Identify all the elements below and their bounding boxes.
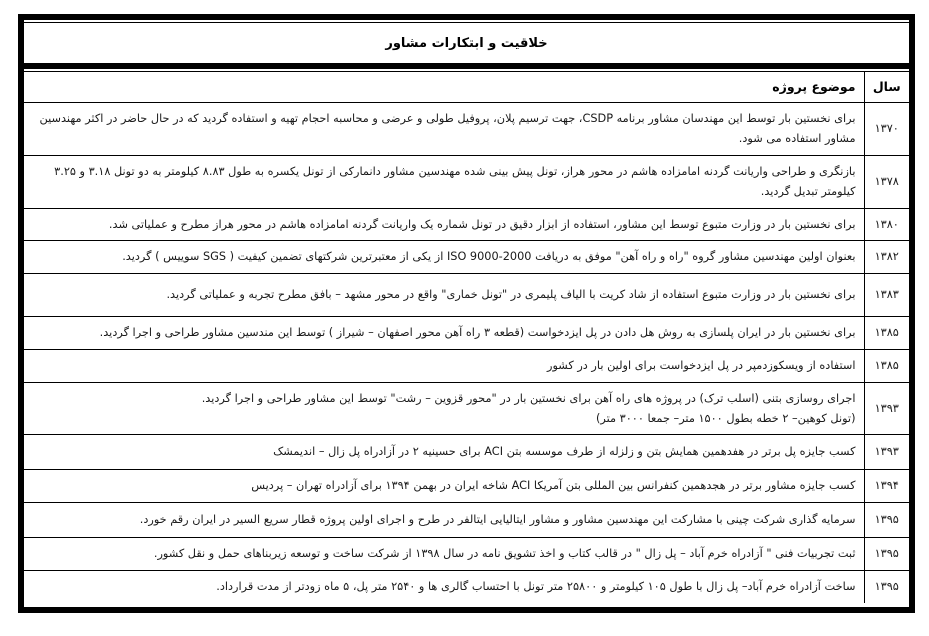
row-year: ۱۳۸۵ <box>864 317 909 350</box>
table-row <box>24 241 909 274</box>
table-row <box>24 209 909 241</box>
row-subject: ثبت تجربیات فنی " آزادراه خرم آباد – پل زال " در قالب کتاب و اخذ تشویق نامه در سال ۱۳۹۸ از شرکت ساخت و توسعه زیربناهای حمل و نقل کشور. <box>24 538 864 571</box>
document-table-frame <box>18 14 915 613</box>
column-header-year: سال <box>864 72 909 103</box>
table-row <box>24 503 909 538</box>
row-subject: بعنوان اولین مهندسین مشاور گروه "راه و راه آهن" موفق به دریافت ISO 9000-2000 از یکی از معتبرترین شرکتهای تضمین کیفیت ( SGS سوییس ) گردید. <box>24 241 864 274</box>
row-subject <box>24 383 864 435</box>
row-year: ۱۳۹۵ <box>864 503 909 538</box>
row-subject: استفاده از ویسکوزدمپر در پل ایزدخواست برای اولین بار در کشور <box>24 350 864 383</box>
table-row <box>24 103 909 156</box>
row-subject: برای نخستین بار در وزارت متبوع استفاده از شاد کریت با الیاف پلیمری در "تونل خماری" واقع در محور مشهد – بافق مطرح تجربه و عملیاتی گردید. <box>24 274 864 317</box>
table-row <box>24 350 909 383</box>
row-year: ۱۳۷۸ <box>864 156 909 209</box>
row-subject: برای نخستین بار در وزارت متبوع توسط این مشاور، استفاده از ابزار دقیق در تونل شماره یک واریانت گردنه امامزاده هاشم در محور هراز مطرح و عملیاتی شد. <box>24 209 864 241</box>
row-subject: ساخت آزادراه خرم آباد– پل زال با طول ۱۰۵ کیلومتر و ۲۵۸۰۰ متر تونل با احتساب گالری ها و ۲۵۴۰ متر پل، ۵ ماه زودتر از مدت قرارداد. <box>24 571 864 604</box>
row-year: ۱۳۹۳ <box>864 383 909 435</box>
table-row <box>24 317 909 350</box>
table-row <box>24 571 909 604</box>
row-subject: کسب جایزه پل برتر در هفدهمین همایش بتن و زلزله از طرف موسسه بتن ACI برای حسینیه ۲ در آزادراه پل زال – اندیمشک <box>24 435 864 470</box>
table-row <box>24 538 909 571</box>
row-year: ۱۳۸۳ <box>864 274 909 317</box>
table-row <box>24 274 909 317</box>
title-separator <box>24 64 909 69</box>
row-year: ۱۳۹۳ <box>864 435 909 470</box>
row-year: ۱۳۸۲ <box>864 241 909 274</box>
table-row <box>24 156 909 209</box>
row-year: ۱۳۸۵ <box>864 350 909 383</box>
table-row <box>24 470 909 503</box>
row-subject-line-1: اجرای روسازی بتنی (اسلب ترک) در پروژه های راه آهن برای نخستین بار در "محور قزوین – رشت" توسط این مشاور طراحی و اجرا گردید. <box>201 391 856 405</box>
table-row <box>24 383 909 435</box>
row-subject: برای نخستین بار توسط این مهندسان مشاور برنامه CSDP، جهت ترسیم پلان، پروفیل طولی و عرضی و محاسبه احجام تهیه و استفاده گردید که در حال حاضر در اکثر مهندسین مشاور استفاده می شود. <box>24 103 864 156</box>
row-subject-line-2: (تونل کوهین– ۲ خطه بطول ۱۵۰۰ متر– جمعا ۳۰۰۰ متر) <box>595 411 856 425</box>
row-year: ۱۳۷۰ <box>864 103 909 156</box>
table-row <box>24 435 909 470</box>
row-year: ۱۳۸۰ <box>864 209 909 241</box>
row-subject: کسب جایزه مشاور برتر در هجدهمین کنفرانس بین المللی بتن آمریکا ACI شاخه ایران در بهمن ۱۳۹۴ برای آزادراه تهران – پردیس <box>24 470 864 503</box>
header-row <box>24 72 909 103</box>
table-title: خلاقیت و ابتکارات مشاور <box>24 22 909 64</box>
row-year: ۱۳۹۵ <box>864 571 909 604</box>
row-year: ۱۳۹۴ <box>864 470 909 503</box>
row-subject: سرمایه گذاری شرکت چینی با مشارکت این مهندسین مشاور و مشاور ایتالیایی ایتالفر در طرح و اجرای اولین پروژه قطار سریع السیر در ایران رقم خورد. <box>24 503 864 538</box>
column-header-subject: موضوع پروژه <box>24 72 864 103</box>
row-subject: بازنگری و طراحی واریانت گردنه امامزاده هاشم در محور هراز، تونل پیش بینی شده مهندسین مشاور دانمارکی از تونل یکسره به طول ۸.۸۳ کیلومتر به دو تونل ۳.۱۸ و ۳.۲۵ کیلومتر تبدیل گردید. <box>24 156 864 209</box>
row-year: ۱۳۹۵ <box>864 538 909 571</box>
innovations-table <box>24 71 909 603</box>
row-subject: برای نخستین بار در ایران پلسازی به روش هل دادن در پل ایزدخواست (قطعه ۳ راه آهن محور اصفهان – شیراز ) توسط این مندسین مشاور طراحی و اجرا گردید. <box>24 317 864 350</box>
